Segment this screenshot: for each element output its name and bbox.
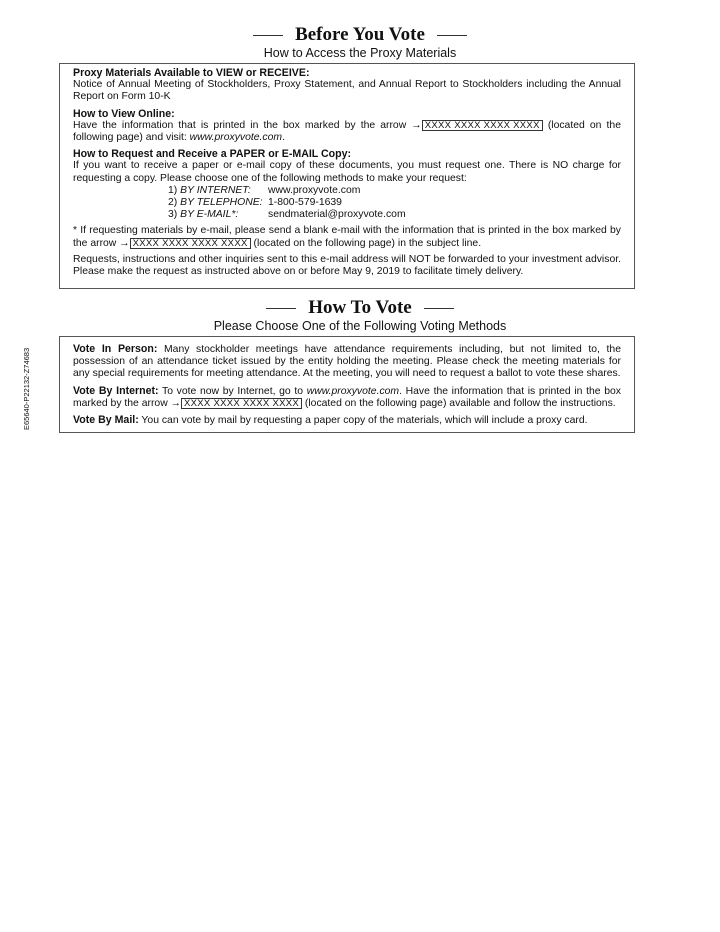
vote-by-mail (73, 414, 621, 427)
method-label: BY TELEPHONE: (180, 197, 263, 209)
before-you-vote-header (0, 24, 720, 61)
vote-by-internet (73, 385, 621, 410)
method-email (168, 209, 621, 221)
how-to-vote-header (0, 297, 720, 334)
online-text: Have the information that is printed in the box marked by the arrow → (73, 119, 422, 131)
online-heading: How to View Online: (73, 107, 175, 120)
request-text: If you want to receive a paper or e-mail copy of these documents, you must request one. There is NO charge for requesting a copy. Please choose one of the following methods to make your request: (73, 160, 621, 184)
proxy-materials-box (59, 63, 635, 289)
request-methods-list (168, 185, 621, 222)
method-internet (168, 185, 621, 197)
method-value[interactable]: sendmaterial@proxyvote.com (268, 209, 406, 221)
proxyvote-link[interactable]: www.proxyvote.com (306, 385, 400, 397)
vote-by-internet-label: Vote By Internet: (73, 384, 159, 397)
online-paragraph (73, 120, 621, 144)
title-text: Before You Vote (295, 24, 425, 45)
vote-in-person-label: Vote In Person: (73, 343, 158, 355)
method-num: 2) (168, 197, 181, 209)
online-text-end: . (282, 132, 285, 144)
internet-text-cont: . Have the information that is printed in the box marked by the arrow → (73, 385, 621, 409)
method-value[interactable]: www.proxyvote.com (268, 184, 361, 196)
title-rule-left (253, 35, 283, 36)
email-note (73, 225, 621, 249)
internet-text: To vote now by Internet, go to (158, 385, 307, 397)
method-label: BY INTERNET: (180, 184, 251, 196)
proxyvote-link[interactable]: www.proxyvote.com (189, 132, 283, 144)
side-document-code: E65640-P22132-Z74683 (22, 347, 31, 430)
note-text-cont: (located on the following page) in the subject line. (250, 237, 482, 249)
vote-in-person (73, 343, 621, 381)
vote-in-person-text: Many stockholder meetings have attendance requirements including, but not limited to, the possession of an attendance ticket issued by the entity holding the meeting. Please check the meeting materials for any special requirements for meeting attendance. At the meeting, you will need to request a ballot to vote these shares. (73, 344, 621, 380)
vote-by-mail-label: Vote By Mail: (73, 414, 139, 427)
title-rule-right (424, 308, 454, 309)
how-to-vote-title (0, 297, 720, 319)
requests-text: Requests, instructions and other inquiries sent to this e-mail address will NOT be forwarded to your investment advisor. Please make the request as instructed above on or before May 9, 2019 to facilitate timely delivery. (73, 253, 621, 278)
vote-by-mail-text: You can vote by mail by requesting a paper copy of the materials, which will include a proxy card. (138, 415, 588, 427)
control-number-box: XXXX XXXX XXXX XXXX (422, 120, 543, 131)
title-rule-left (266, 308, 296, 309)
method-label: BY E-MAIL*: (180, 209, 239, 221)
note-text: * If requesting materials by e-mail, please send a blank e-mail with the information that is printed in the box marked by the arrow → (73, 225, 621, 249)
online-text-cont: (located on the following page) and visit: (73, 119, 621, 144)
request-heading: How to Request and Receive a PAPER or E-MAIL Copy: (73, 148, 352, 161)
before-you-vote-subtitle: How to Access the Proxy Materials (263, 46, 457, 60)
materials-heading: Proxy Materials Available to VIEW or RECEIVE: (73, 67, 310, 79)
before-you-vote-title (0, 24, 720, 46)
title-text: How To Vote (308, 297, 412, 318)
method-num: 1) (168, 184, 181, 196)
method-value[interactable]: 1-800-579-1639 (268, 197, 342, 209)
control-number-box: XXXX XXXX XXXX XXXX (181, 398, 302, 409)
method-num: 3) (168, 209, 181, 221)
method-telephone (168, 197, 621, 209)
control-number-box: XXXX XXXX XXXX XXXX (130, 238, 251, 249)
internet-text-end: (located on the following page) available and follow the instructions. (302, 397, 616, 409)
how-to-vote-subtitle: Please Choose One of the Following Voting Methods (213, 319, 507, 333)
voting-methods-box (59, 336, 635, 433)
title-rule-right (437, 35, 467, 36)
materials-text: Notice of Annual Meeting of Stockholders, Proxy Statement, and Annual Report to Stockholders including the Annual Report on Form 10-K (73, 79, 621, 103)
